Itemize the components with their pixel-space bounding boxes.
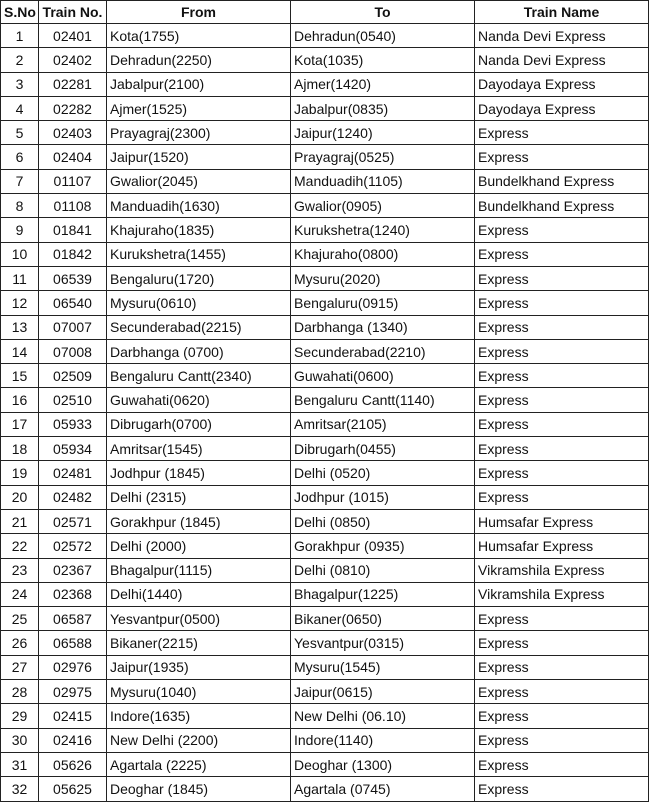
table-row <box>1 485 649 509</box>
cell-sno: 26 <box>1 631 39 655</box>
cell-to: Jodhpur (1015) <box>291 485 475 509</box>
cell-to: Delhi (0520) <box>291 461 475 485</box>
table-row <box>1 364 649 388</box>
cell-train-no: 01842 <box>39 242 107 266</box>
cell-to: New Delhi (06.10) <box>291 704 475 728</box>
cell-sno: 23 <box>1 558 39 582</box>
cell-to: Yesvantpur(0315) <box>291 631 475 655</box>
cell-sno: 25 <box>1 607 39 631</box>
cell-from: New Delhi (2200) <box>107 728 291 752</box>
cell-to: Deoghar (1300) <box>291 752 475 776</box>
cell-from: Gwalior(2045) <box>107 169 291 193</box>
cell-from: Mysuru(0610) <box>107 291 291 315</box>
cell-train-name: Humsafar Express <box>475 534 649 558</box>
cell-train-no: 02510 <box>39 388 107 412</box>
cell-train-name: Express <box>475 242 649 266</box>
table-row <box>1 655 649 679</box>
cell-train-no: 06540 <box>39 291 107 315</box>
cell-from: Jabalpur(2100) <box>107 72 291 96</box>
cell-from: Secunderabad(2215) <box>107 315 291 339</box>
cell-train-name: Express <box>475 485 649 509</box>
cell-sno: 10 <box>1 242 39 266</box>
cell-train-no: 01108 <box>39 194 107 218</box>
table-row <box>1 145 649 169</box>
cell-to: Bengaluru Cantt(1140) <box>291 388 475 412</box>
cell-train-no: 02415 <box>39 704 107 728</box>
cell-from: Bengaluru Cantt(2340) <box>107 364 291 388</box>
cell-to: Delhi (0810) <box>291 558 475 582</box>
table-row <box>1 728 649 752</box>
cell-train-no: 02572 <box>39 534 107 558</box>
header-from: From <box>107 1 291 24</box>
cell-from: Manduadih(1630) <box>107 194 291 218</box>
table-row <box>1 24 649 48</box>
cell-from: Dibrugarh(0700) <box>107 412 291 436</box>
cell-sno: 20 <box>1 485 39 509</box>
cell-sno: 29 <box>1 704 39 728</box>
cell-to: Mysuru(1545) <box>291 655 475 679</box>
header-train-no: Train No. <box>39 1 107 24</box>
cell-train-no: 05626 <box>39 752 107 776</box>
table-row <box>1 242 649 266</box>
cell-train-no: 02282 <box>39 96 107 120</box>
cell-train-name: Express <box>475 704 649 728</box>
cell-to: Delhi (0850) <box>291 509 475 533</box>
header-to: To <box>291 1 475 24</box>
cell-sno: 5 <box>1 121 39 145</box>
cell-sno: 4 <box>1 96 39 120</box>
cell-train-name: Express <box>475 218 649 242</box>
cell-train-no: 06539 <box>39 266 107 290</box>
cell-to: Indore(1140) <box>291 728 475 752</box>
cell-train-no: 02482 <box>39 485 107 509</box>
cell-from: Dehradun(2250) <box>107 48 291 72</box>
cell-to: Bengaluru(0915) <box>291 291 475 315</box>
cell-train-name: Bundelkhand Express <box>475 169 649 193</box>
table-row <box>1 777 649 801</box>
cell-train-no: 05934 <box>39 437 107 461</box>
cell-train-no: 02975 <box>39 680 107 704</box>
cell-to: Darbhanga (1340) <box>291 315 475 339</box>
cell-train-no: 02367 <box>39 558 107 582</box>
cell-sno: 24 <box>1 582 39 606</box>
cell-train-no: 05625 <box>39 777 107 801</box>
cell-sno: 7 <box>1 169 39 193</box>
cell-train-name: Express <box>475 461 649 485</box>
cell-train-name: Express <box>475 437 649 461</box>
cell-from: Yesvantpur(0500) <box>107 607 291 631</box>
cell-from: Jaipur(1935) <box>107 655 291 679</box>
cell-train-no: 01107 <box>39 169 107 193</box>
cell-to: Gwalior(0905) <box>291 194 475 218</box>
cell-to: Secunderabad(2210) <box>291 339 475 363</box>
cell-sno: 15 <box>1 364 39 388</box>
table-row <box>1 631 649 655</box>
cell-train-name: Express <box>475 339 649 363</box>
cell-sno: 21 <box>1 509 39 533</box>
cell-sno: 28 <box>1 680 39 704</box>
table-row <box>1 96 649 120</box>
cell-train-no: 02401 <box>39 24 107 48</box>
cell-train-no: 02403 <box>39 121 107 145</box>
cell-to: Kota(1035) <box>291 48 475 72</box>
cell-from: Delhi(1440) <box>107 582 291 606</box>
table-row <box>1 558 649 582</box>
cell-train-name: Bundelkhand Express <box>475 194 649 218</box>
cell-from: Delhi (2315) <box>107 485 291 509</box>
cell-to: Guwahati(0600) <box>291 364 475 388</box>
cell-to: Manduadih(1105) <box>291 169 475 193</box>
cell-train-name: Express <box>475 412 649 436</box>
table-row <box>1 704 649 728</box>
cell-train-no: 07008 <box>39 339 107 363</box>
cell-from: Deoghar (1845) <box>107 777 291 801</box>
cell-from: Agartala (2225) <box>107 752 291 776</box>
cell-train-name: Express <box>475 607 649 631</box>
cell-sno: 27 <box>1 655 39 679</box>
table-row <box>1 509 649 533</box>
cell-to: Jaipur(0615) <box>291 680 475 704</box>
table-row <box>1 291 649 315</box>
cell-sno: 6 <box>1 145 39 169</box>
table-row <box>1 169 649 193</box>
cell-sno: 31 <box>1 752 39 776</box>
cell-train-no: 01841 <box>39 218 107 242</box>
cell-from: Ajmer(1525) <box>107 96 291 120</box>
table-row <box>1 315 649 339</box>
cell-train-no: 07007 <box>39 315 107 339</box>
cell-sno: 17 <box>1 412 39 436</box>
table-row <box>1 534 649 558</box>
cell-sno: 9 <box>1 218 39 242</box>
cell-train-name: Express <box>475 315 649 339</box>
cell-train-no: 02368 <box>39 582 107 606</box>
cell-sno: 14 <box>1 339 39 363</box>
cell-to: Prayagraj(0525) <box>291 145 475 169</box>
cell-from: Indore(1635) <box>107 704 291 728</box>
cell-train-name: Express <box>475 680 649 704</box>
cell-train-name: Express <box>475 655 649 679</box>
cell-to: Ajmer(1420) <box>291 72 475 96</box>
cell-train-name: Nanda Devi Express <box>475 48 649 72</box>
cell-sno: 12 <box>1 291 39 315</box>
cell-sno: 19 <box>1 461 39 485</box>
table-row <box>1 752 649 776</box>
cell-from: Prayagraj(2300) <box>107 121 291 145</box>
table-row <box>1 339 649 363</box>
cell-train-no: 02281 <box>39 72 107 96</box>
table-row <box>1 218 649 242</box>
table-row <box>1 437 649 461</box>
cell-train-name: Dayodaya Express <box>475 72 649 96</box>
cell-train-name: Vikramshila Express <box>475 582 649 606</box>
cell-sno: 16 <box>1 388 39 412</box>
cell-sno: 30 <box>1 728 39 752</box>
cell-train-name: Express <box>475 266 649 290</box>
cell-from: Guwahati(0620) <box>107 388 291 412</box>
header-row <box>1 1 649 24</box>
cell-train-no: 02571 <box>39 509 107 533</box>
table-row <box>1 461 649 485</box>
cell-from: Kota(1755) <box>107 24 291 48</box>
cell-sno: 32 <box>1 777 39 801</box>
table-row <box>1 194 649 218</box>
table-row <box>1 72 649 96</box>
cell-sno: 18 <box>1 437 39 461</box>
table-row <box>1 121 649 145</box>
cell-sno: 22 <box>1 534 39 558</box>
cell-to: Agartala (0745) <box>291 777 475 801</box>
cell-train-no: 02416 <box>39 728 107 752</box>
cell-to: Gorakhpur (0935) <box>291 534 475 558</box>
cell-sno: 2 <box>1 48 39 72</box>
cell-sno: 8 <box>1 194 39 218</box>
table-row <box>1 582 649 606</box>
cell-from: Amritsar(1545) <box>107 437 291 461</box>
cell-train-name: Express <box>475 777 649 801</box>
cell-train-name: Express <box>475 145 649 169</box>
cell-from: Khajuraho(1835) <box>107 218 291 242</box>
cell-train-name: Dayodaya Express <box>475 96 649 120</box>
cell-train-no: 05933 <box>39 412 107 436</box>
cell-to: Jaipur(1240) <box>291 121 475 145</box>
cell-to: Amritsar(2105) <box>291 412 475 436</box>
cell-train-no: 06587 <box>39 607 107 631</box>
cell-train-name: Express <box>475 291 649 315</box>
cell-from: Jaipur(1520) <box>107 145 291 169</box>
cell-sno: 11 <box>1 266 39 290</box>
table-row <box>1 607 649 631</box>
cell-train-name: Express <box>475 631 649 655</box>
cell-sno: 3 <box>1 72 39 96</box>
cell-train-name: Express <box>475 364 649 388</box>
cell-from: Bengaluru(1720) <box>107 266 291 290</box>
cell-to: Bikaner(0650) <box>291 607 475 631</box>
cell-train-no: 02402 <box>39 48 107 72</box>
cell-train-no: 02481 <box>39 461 107 485</box>
cell-train-name: Express <box>475 121 649 145</box>
cell-train-no: 02976 <box>39 655 107 679</box>
cell-train-no: 06588 <box>39 631 107 655</box>
cell-to: Jabalpur(0835) <box>291 96 475 120</box>
cell-to: Bhagalpur(1225) <box>291 582 475 606</box>
cell-to: Khajuraho(0800) <box>291 242 475 266</box>
table-row <box>1 680 649 704</box>
table-row <box>1 48 649 72</box>
cell-train-name: Express <box>475 728 649 752</box>
cell-to: Mysuru(2020) <box>291 266 475 290</box>
table-body <box>1 24 649 802</box>
cell-from: Jodhpur (1845) <box>107 461 291 485</box>
cell-train-name: Express <box>475 388 649 412</box>
cell-sno: 1 <box>1 24 39 48</box>
cell-train-name: Humsafar Express <box>475 509 649 533</box>
cell-sno: 13 <box>1 315 39 339</box>
header-sno: S.No <box>1 1 39 24</box>
cell-from: Darbhanga (0700) <box>107 339 291 363</box>
header-train-name: Train Name <box>475 1 649 24</box>
cell-to: Kurukshetra(1240) <box>291 218 475 242</box>
cell-train-name: Vikramshila Express <box>475 558 649 582</box>
table-row <box>1 388 649 412</box>
cell-train-no: 02404 <box>39 145 107 169</box>
cell-from: Bikaner(2215) <box>107 631 291 655</box>
table-row <box>1 266 649 290</box>
cell-to: Dehradun(0540) <box>291 24 475 48</box>
cell-train-no: 02509 <box>39 364 107 388</box>
cell-to: Dibrugarh(0455) <box>291 437 475 461</box>
cell-from: Bhagalpur(1115) <box>107 558 291 582</box>
cell-train-name: Express <box>475 752 649 776</box>
cell-from: Mysuru(1040) <box>107 680 291 704</box>
cell-train-name: Nanda Devi Express <box>475 24 649 48</box>
cell-from: Kurukshetra(1455) <box>107 242 291 266</box>
table-row <box>1 412 649 436</box>
cell-from: Gorakhpur (1845) <box>107 509 291 533</box>
cell-from: Delhi (2000) <box>107 534 291 558</box>
